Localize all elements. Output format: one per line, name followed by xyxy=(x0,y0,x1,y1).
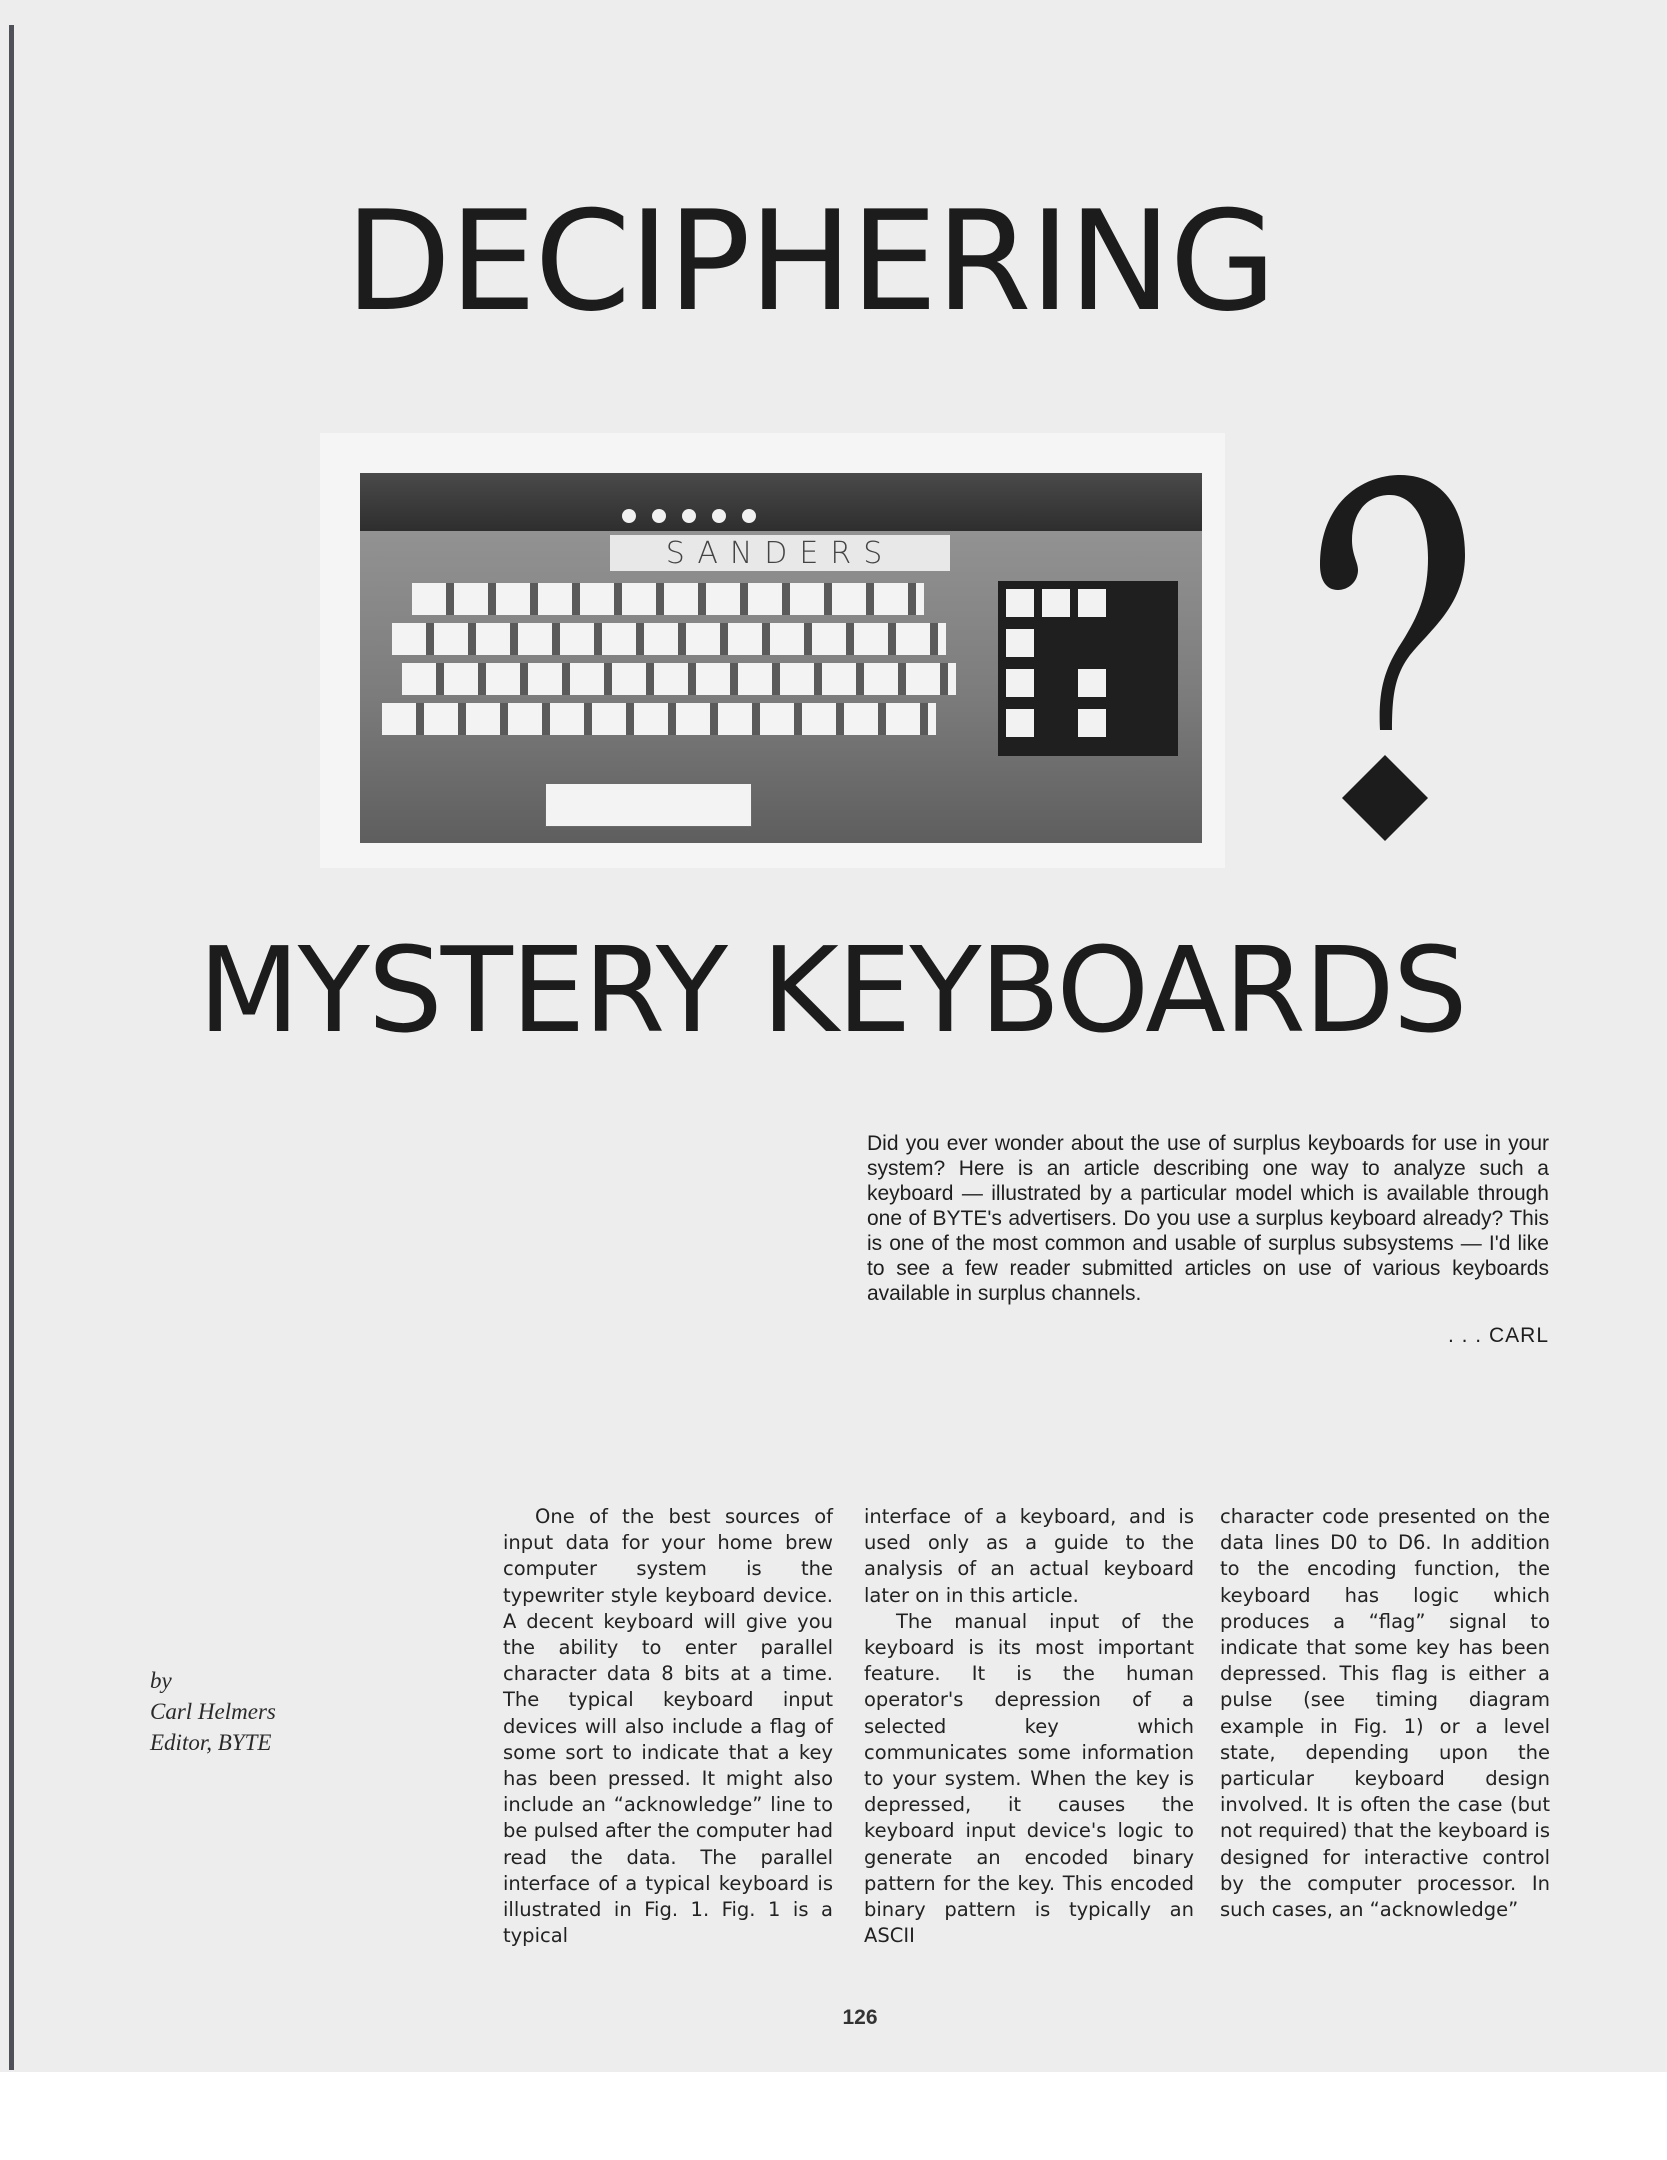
indicator-light xyxy=(682,509,696,523)
headline-top: DECIPHERING xyxy=(345,181,1275,342)
article-column-3 xyxy=(1220,1504,1550,1923)
paragraph: interface of a keyboard, and is used only as a guide to the analysis of an actual keyboard later on in this article. xyxy=(864,1505,1194,1607)
key-row xyxy=(382,703,936,735)
keypad-key xyxy=(1006,589,1034,617)
keypad-key xyxy=(1006,709,1034,737)
paragraph: character code presented on the data lines D0 to D6. In addition to the encoding function, the keyboard has logic which produces a “flag” signal to indicate that some key has been depressed. This flag is either a pulse (see timing diagram example in Fig. 1) or a level state, depending upon the particular keyboard design involved. It is often the case (but not required) that the keyboard is designed for interactive control by the computer processor. In such cases, an “acknowledge” xyxy=(1220,1505,1550,1922)
keypad-key xyxy=(1078,589,1106,617)
keypad-key xyxy=(1078,669,1106,697)
keypad-block xyxy=(998,581,1178,756)
key-row xyxy=(392,623,946,655)
question-mark-curve xyxy=(1320,475,1465,730)
indicator-light xyxy=(622,509,636,523)
keyboard-top-bar xyxy=(360,473,1202,531)
byline xyxy=(150,1665,276,1758)
indicator-light xyxy=(742,509,756,523)
keyboard-brand-label: SANDERS xyxy=(610,535,950,571)
paragraph: The manual input of the keyboard is its most important feature. It is the human operator's depression of a selected key which communicates some information to your system. When the key is depressed, it causes the keyboard input device's logic to generate an encoded binary pattern for the key. This encoded binary pattern is typically an ASCII xyxy=(864,1609,1194,1948)
editor-intro: Did you ever wonder about the use of surplus keyboards for use in your system? Here is an article describing one way to analyze such a keyboard — illustrated by a particular model which is available through one of BYTE's advertisers. Do you use a surplus keyboard already? This is one of the most common and usable of surplus subsystems — I'd like to see a few reader submitted articles on use of various keyboards available in surplus channels. xyxy=(867,1132,1549,1305)
article-column-1 xyxy=(503,1504,833,1949)
byline-author: Carl Helmers xyxy=(150,1699,276,1724)
indicator-light xyxy=(712,509,726,523)
key-row xyxy=(412,583,924,615)
keypad-key xyxy=(1078,709,1106,737)
question-mark-diamond xyxy=(1342,755,1428,841)
page-number: 126 xyxy=(842,2006,878,2029)
paragraph: One of the best sources of input data for your home brew computer system is the typewriter style keyboard device. A decent keyboard will give you the ability to enter parallel character data 8 bits at a time. The typical keyboard input devices will also include a flag of some sort to indicate that a key has been pressed. It might also include an “acknowledge” line to be pulsed after the computer had read the data. The parallel interface of a typical keyboard is illustrated in Fig. 1. Fig. 1 is a typical xyxy=(503,1505,833,1948)
indicator-light xyxy=(652,509,666,523)
question-mark-graphic xyxy=(1300,470,1470,870)
keypad-key xyxy=(1006,669,1034,697)
headline-bottom: MYSTERY KEYBOARDS xyxy=(198,921,1466,1059)
editor-signature: . . . CARL xyxy=(1447,1324,1549,1347)
article-column-2 xyxy=(864,1504,1194,1949)
key-row xyxy=(402,663,956,695)
keyboard-photo xyxy=(320,433,1225,868)
space-bar xyxy=(545,783,752,827)
page-edge-rule xyxy=(9,25,14,2070)
keypad-key xyxy=(1006,629,1034,657)
keypad-key xyxy=(1042,589,1070,617)
byline-by: by xyxy=(150,1668,172,1693)
byline-role: Editor, BYTE xyxy=(150,1730,272,1755)
keyboard-image xyxy=(360,473,1202,843)
